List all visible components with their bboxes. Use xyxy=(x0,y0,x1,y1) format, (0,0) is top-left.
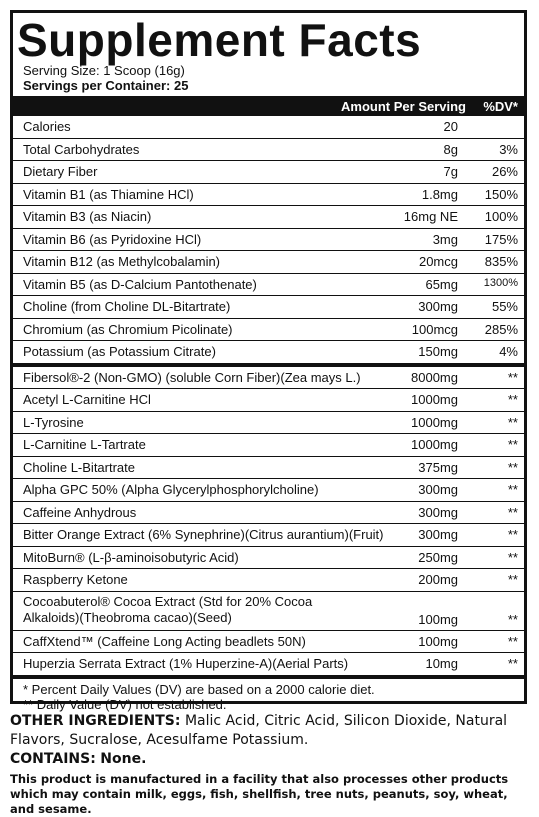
ingredient-row xyxy=(13,524,524,547)
nutrient-amount: 300mg xyxy=(418,299,458,314)
panel-title: Supplement Facts xyxy=(17,14,422,66)
ingredient-dv: ** xyxy=(507,527,518,542)
ingredient-amount: 100mg xyxy=(418,611,458,627)
servings-per-container: Servings per Container: 25 xyxy=(23,78,189,93)
ingredient-name: Fibersol®-2 (Non-GMO) (soluble Corn Fiber)(Zea mays L.) xyxy=(23,369,361,385)
nutrient-amount: 150mg xyxy=(418,344,458,359)
ingredient-dv: ** xyxy=(507,414,518,430)
other-ingredients xyxy=(10,712,530,750)
ingredient-amount: 250mg xyxy=(418,549,458,565)
ingredient-amount: 10mg xyxy=(425,656,458,671)
nutrient-amount: 20mcg xyxy=(418,254,458,269)
nutrient-name: Choline (from Choline DL-Bitartrate) xyxy=(23,299,231,314)
ingredient-amount: 200mg xyxy=(418,572,458,587)
nutrient-amount: 1.8mg xyxy=(421,186,458,202)
ingredient-name: Alpha GPC 50% (Alpha Glycerylphosphorylcholine) xyxy=(23,482,319,497)
nutrient-row xyxy=(13,161,524,184)
nutrient-row xyxy=(13,116,524,139)
nutrient-dv: 55% xyxy=(491,299,518,314)
ingredient-name: Bitter Orange Extract (6% Synephrine)(Citrus aurantium)(Fruit) xyxy=(23,527,384,542)
nutrient-row xyxy=(13,229,524,252)
footnote-dv: * Percent Daily Values (DV) are based on a 2000 calorie diet. xyxy=(23,681,375,697)
ingredient-name: Acetyl L-Carnitine HCl xyxy=(23,392,151,407)
ingredient-amount: 1000mg xyxy=(411,414,458,430)
nutrient-amount: 7g xyxy=(443,164,458,179)
ingredient-dv: ** xyxy=(507,459,518,475)
supplement-facts-panel xyxy=(10,10,527,712)
ingredient-dv: ** xyxy=(507,656,518,671)
nutrient-name: Calories xyxy=(23,119,71,134)
nutrient-dv: 3% xyxy=(499,141,518,157)
ingredient-amount: 1000mg xyxy=(411,392,458,407)
ingredient-name: L-Carnitine L-Tartrate xyxy=(23,437,146,452)
ingredient-amount: 300mg xyxy=(418,504,458,520)
nutrient-amount: 3mg xyxy=(432,231,458,247)
nutrient-list xyxy=(13,116,524,367)
nutrient-amount: 100mcg xyxy=(411,321,458,337)
ingredient-row xyxy=(13,434,524,457)
ingredient-row xyxy=(13,502,524,525)
ingredient-dv: ** xyxy=(507,392,518,407)
allergen-disclaimer: This product is manufactured in a facility that also processes other products which may contain milk, eggs, fish, shellfish, tree nuts, peanuts, soy, wheat, and sesame. xyxy=(10,772,509,816)
ingredient-amount: 375mg xyxy=(418,459,458,475)
ingredient-name: MitoBurn® (L-β-aminoisobutyric Acid) xyxy=(23,549,239,565)
ingredient-row xyxy=(13,653,524,679)
ingredient-amount: 300mg xyxy=(418,527,458,542)
nutrient-row xyxy=(13,184,524,207)
ingredient-name: Cocoabuterol® Cocoa Extract (Std for 20% Cocoa Alkaloids)(Theobroma cacao)(Seed) xyxy=(23,593,313,625)
nutrient-name: Vitamin B5 (as D-Calcium Pantothenate) xyxy=(23,276,257,292)
ingredient-name: Raspberry Ketone xyxy=(23,572,128,587)
ingredient-name: Choline L-Bitartrate xyxy=(23,459,135,475)
nutrient-dv: 835% xyxy=(484,254,518,269)
nutrient-dv: 285% xyxy=(484,321,518,337)
ingredient-row xyxy=(13,592,524,631)
nutrient-row xyxy=(13,139,524,162)
other-ingredients-label: OTHER INGREDIENTS: xyxy=(10,713,181,729)
ingredient-amount: 8000mg xyxy=(411,369,458,385)
nutrient-name: Vitamin B3 (as Niacin) xyxy=(23,209,152,224)
nutrient-name: Total Carbohydrates xyxy=(23,141,140,157)
ingredient-row xyxy=(13,631,524,654)
ingredient-name: L-Tyrosine xyxy=(23,414,84,430)
ingredient-row xyxy=(13,479,524,502)
label-text-section xyxy=(10,712,530,817)
nutrient-dv: 150% xyxy=(484,186,518,202)
serving-size: Serving Size: 1 Scoop (16g) xyxy=(23,63,185,78)
contains-text: None. xyxy=(100,751,147,767)
nutrient-name: Potassium (as Potassium Citrate) xyxy=(23,344,216,359)
ingredient-row xyxy=(13,367,524,390)
ingredient-row xyxy=(13,389,524,412)
ingredient-dv: ** xyxy=(507,633,518,649)
nutrient-dv: 100% xyxy=(484,209,518,224)
nutrient-dv: 175% xyxy=(484,231,518,247)
ingredient-name: CaffXtend™ (Caffeine Long Acting beadlets 50N) xyxy=(23,633,306,649)
nutrient-dv: 26% xyxy=(491,164,518,179)
ingredient-amount: 300mg xyxy=(418,482,458,497)
ingredient-row xyxy=(13,457,524,480)
footnote-not-established: ** Daily Value (DV) not established. xyxy=(23,696,227,712)
ingredient-dv: ** xyxy=(507,437,518,452)
ingredient-dv: ** xyxy=(507,549,518,565)
ingredient-amount: 100mg xyxy=(418,633,458,649)
ingredient-dv: ** xyxy=(507,369,518,385)
table-header xyxy=(13,96,524,116)
dv-header: %DV* xyxy=(483,99,518,114)
nutrient-name: Vitamin B12 (as Methylcobalamin) xyxy=(23,254,221,269)
nutrient-name: Dietary Fiber xyxy=(23,164,98,179)
ingredient-dv: ** xyxy=(507,572,518,587)
ingredient-row xyxy=(13,569,524,592)
nutrient-name: Chromium (as Chromium Picolinate) xyxy=(23,321,233,337)
nutrient-name: Vitamin B6 (as Pyridoxine HCl) xyxy=(23,231,202,247)
nutrient-name: Vitamin B1 (as Thiamine HCl) xyxy=(23,186,194,202)
ingredient-dv: ** xyxy=(507,611,518,627)
nutrient-amount: 65mg xyxy=(425,276,458,292)
ingredient-dv: ** xyxy=(507,504,518,520)
nutrient-row xyxy=(13,206,524,229)
nutrient-row xyxy=(13,341,524,367)
ingredient-row xyxy=(13,547,524,570)
nutrient-amount: 16mg NE xyxy=(403,209,458,224)
nutrient-row xyxy=(13,319,524,342)
contains xyxy=(10,750,530,769)
nutrient-amount: 20 xyxy=(443,119,458,134)
ingredient-dv: ** xyxy=(507,482,518,497)
other-ingredients-text: Malic Acid, Citric Acid, Silicon Dioxide, Natural Flavors, Sucralose, Acesulfame Potassium. xyxy=(10,713,508,748)
nutrient-dv: 1300% xyxy=(483,276,518,289)
ingredient-row xyxy=(13,412,524,435)
ingredient-list xyxy=(13,367,524,679)
nutrient-row xyxy=(13,296,524,319)
nutrient-amount: 8g xyxy=(443,141,458,157)
contains-label: CONTAINS: xyxy=(10,751,96,767)
nutrient-row xyxy=(13,251,524,274)
nutrient-row xyxy=(13,274,524,297)
ingredient-name: Caffeine Anhydrous xyxy=(23,504,137,520)
amount-per-serving-header: Amount Per Serving xyxy=(341,99,466,114)
ingredient-name: Huperzia Serrata Extract (1% Huperzine-A)(Aerial Parts) xyxy=(23,656,349,671)
ingredient-amount: 1000mg xyxy=(411,437,458,452)
nutrient-dv: 4% xyxy=(499,344,518,359)
